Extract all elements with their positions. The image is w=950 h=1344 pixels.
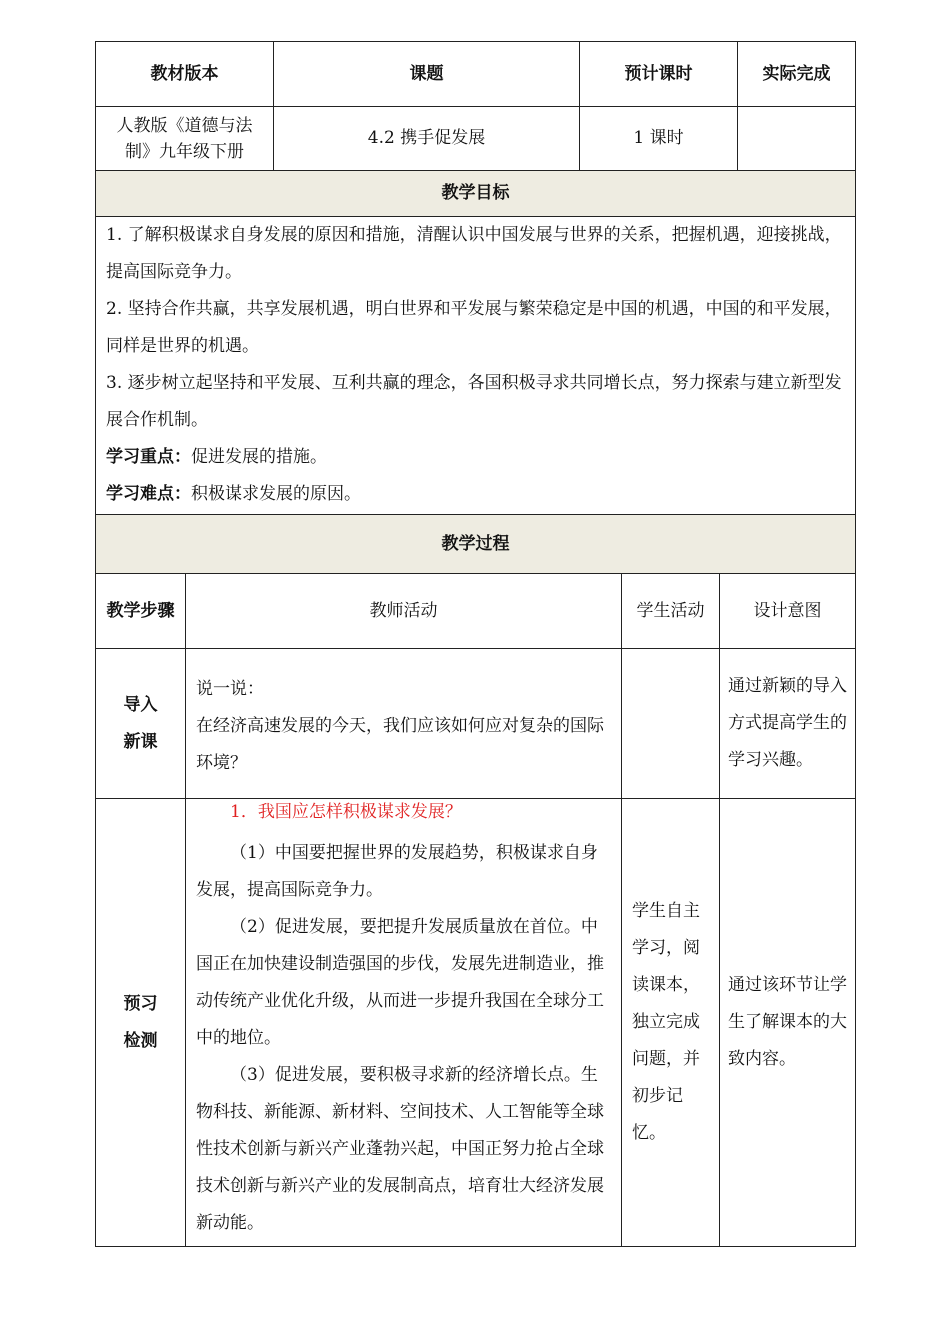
header-topic: 课题 xyxy=(274,42,580,107)
key-point-label: 学习重点： xyxy=(106,447,191,467)
col-teacher: 教师活动 xyxy=(186,574,622,649)
process-title: 教学过程 xyxy=(96,515,856,574)
difficulty-point xyxy=(106,476,845,513)
objectives-title: 教学目标 xyxy=(96,171,856,217)
objective-1: 1. 了解积极谋求自身发展的原因和措施，清醒认识中国发展与世界的关系，把握机遇，迎接挑战，提高国际竞争力。 xyxy=(106,225,842,282)
header-planned-hours: 预计课时 xyxy=(580,42,738,107)
key-point-text: 促进发展的措施。 xyxy=(191,447,327,467)
objectives-content xyxy=(96,217,856,520)
teaching-process-table xyxy=(95,514,856,1247)
preview-point-1: （1）中国要把握世界的发展趋势，积极谋求自身发展，提高国际竞争力。 xyxy=(196,843,598,900)
col-student: 学生活动 xyxy=(622,574,720,649)
edition-value: 人教版《道德与法制》九年级下册 xyxy=(96,107,274,171)
step-intro: 导入新课 xyxy=(96,649,186,799)
preview-question: 1．我国应怎样积极谋求发展？ xyxy=(230,802,462,822)
preview-intent: 通过该环节让学生了解课本的大致内容。 xyxy=(720,799,856,1247)
intro-teacher-activity xyxy=(186,649,622,799)
intro-prompt: 说一说： xyxy=(196,679,264,699)
lesson-info-table xyxy=(95,41,856,520)
intro-student-activity xyxy=(622,649,720,799)
header-edition: 教材版本 xyxy=(96,42,274,107)
col-step: 教学步骤 xyxy=(96,574,186,649)
actual-value xyxy=(738,107,856,171)
key-point xyxy=(106,439,845,476)
objective-3: 3. 逐步树立起坚持和平发展、互利共赢的理念，各国积极寻求共同增长点，努力探索与建立新型发展合作机制。 xyxy=(106,373,842,430)
difficulty-label: 学习难点： xyxy=(106,484,191,504)
preview-point-2: （2）促进发展，要把提升发展质量放在首位。中国正在加快建设制造强国的步伐，发展先进制造业，推动传统产业优化升级，从而进一步提升我国在全球分工中的地位。 xyxy=(196,917,604,1048)
topic-value: 4.2 携手促发展 xyxy=(274,107,580,171)
header-actual: 实际完成 xyxy=(738,42,856,107)
intro-intent: 通过新颖的导入方式提高学生的学习兴趣。 xyxy=(720,649,856,799)
col-intent: 设计意图 xyxy=(720,574,856,649)
preview-student-activity: 学生自主学习，阅读课本，独立完成问题，并初步记忆。 xyxy=(622,799,720,1247)
hours-value: 1 课时 xyxy=(580,107,738,171)
intro-question: 在经济高速发展的今天，我们应该如何应对复杂的国际环境？ xyxy=(196,716,604,773)
preview-point-3: （3）促进发展，要积极寻求新的经济增长点。生物科技、新能源、新材料、空间技术、人工智能等全球性技术创新与新兴产业蓬勃兴起，中国正努力抢占全球技术创新与新兴产业的发展制高点，培育壮大经济发展新动能。 xyxy=(196,1065,604,1233)
preview-teacher-activity xyxy=(186,799,622,1247)
objective-2: 2. 坚持合作共赢，共享发展机遇，明白世界和平发展与繁荣稳定是中国的机遇，中国的和平发展，同样是世界的机遇。 xyxy=(106,299,842,356)
step-preview: 预习检测 xyxy=(96,799,186,1247)
difficulty-text: 积极谋求发展的原因。 xyxy=(191,484,361,504)
